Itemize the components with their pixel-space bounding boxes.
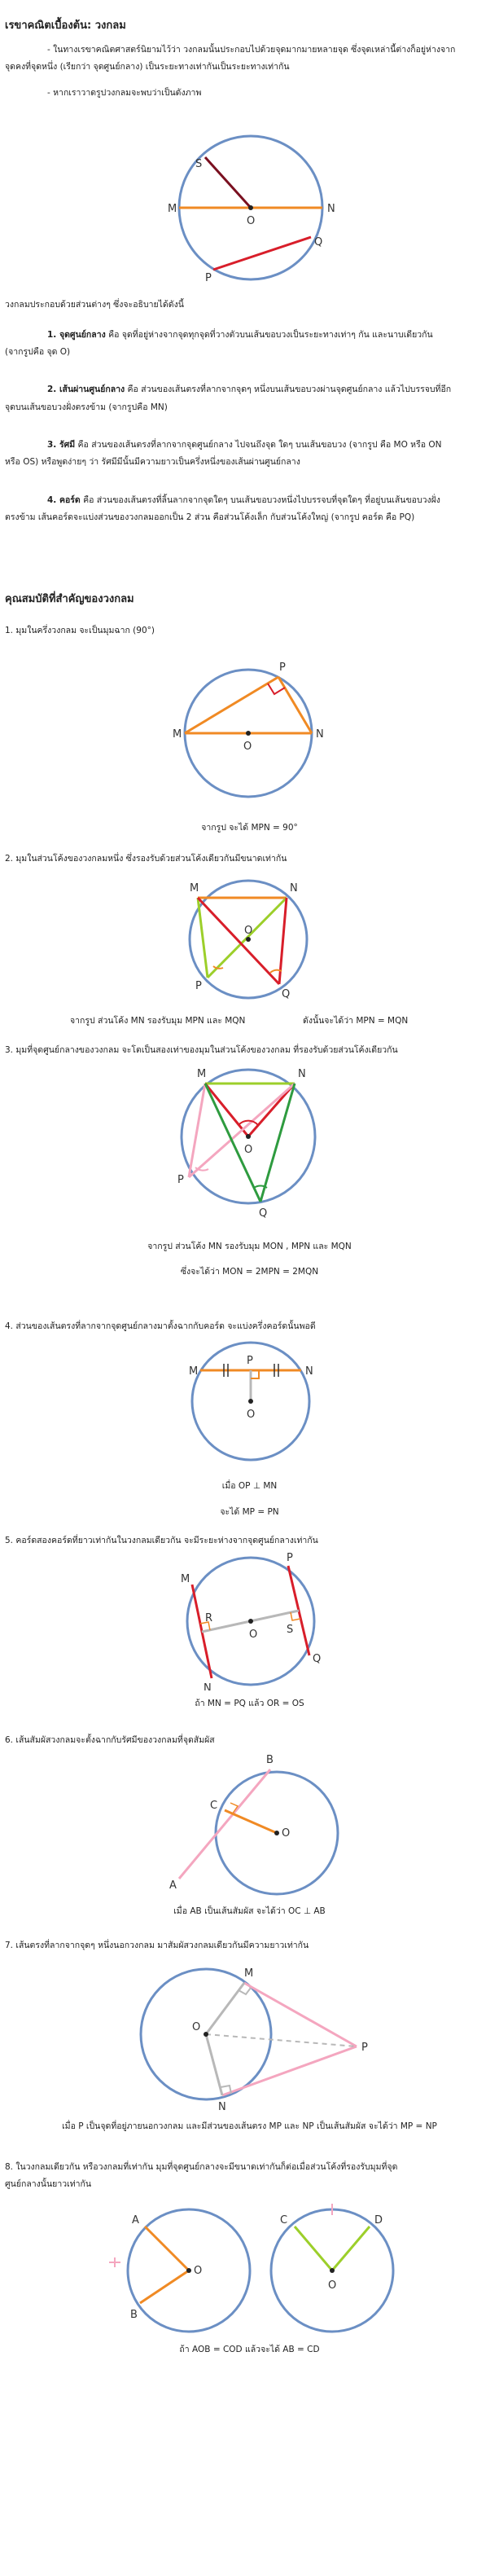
figure-property-8: [0, 2204, 499, 2338]
point-label-o: O: [244, 925, 253, 937]
definition-label: 1. จุดศูนย์กลาง: [47, 330, 106, 340]
point-label-b: B: [266, 1754, 274, 1766]
point-label-p: P: [361, 2042, 368, 2054]
property-5-title: 5. คอร์ดสองคอร์ดที่ยาวเท่ากันในวงกลมเดียวกัน จะมีระยะห่างจากจุดศูนย์กลางเท่ากัน: [5, 1536, 318, 1545]
point-label-c: C: [280, 2214, 288, 2227]
point-label-b: B: [130, 2309, 138, 2321]
property-3-title: 3. มุมที่จุดศูนย์กลางของวงกลม จะโตเป็นสองเท่าของมุมในส่วนโค้งของวงกลม ที่รองรับด้วยส่วนโค้งเดียวกัน: [5, 1045, 398, 1055]
point-label-q: Q: [313, 1653, 322, 1665]
property-1-caption: จากรูป จะได้ MPN = 90°: [201, 823, 298, 833]
point-label-m: M: [190, 882, 199, 895]
property-3-caption-a: จากรูป ส่วนโค้ง MN รองรับมุม MON , MPN และ MQN: [147, 1242, 352, 1251]
property-8-caption: ถ้า AOB = COD แล้วจะได้ AB = CD: [179, 2345, 320, 2354]
point-label-o: O: [247, 1409, 256, 1421]
point-label-o: O: [282, 1827, 291, 1840]
property-6-caption: เมื่อ AB เป็นเส้นสัมผัส จะได้ว่า OC ⊥ AB: [173, 1906, 326, 1916]
definition-2-cont: จุดบนเส้นขอบวงฝั่งตรงข้าม (จากรูปคือ MN): [5, 402, 168, 412]
definition-3-cont: หรือ OS) หรือพูดง่ายๆ ว่า รัศมีมีนั้นมีความยาวเป็นครึ่งหนึ่งของเส้นผ่านศูนย์กลาง: [5, 457, 300, 467]
point-label-n: N: [316, 728, 324, 741]
property-1-title: 1. มุมในครึ่งวงกลม จะเป็นมุมฉาก (90°): [5, 626, 155, 635]
property-8-title: 8. ในวงกลมเดียวกัน หรือวงกลมที่เท่ากัน มุมที่จุดศูนย์กลางจะมีขนาดเท่ากันก็ต่อเมื่อส่วนโค้งที่รองรับมุมที่จุด: [5, 2162, 398, 2172]
point-label-s: S: [287, 1624, 294, 1636]
figure-property-7: [0, 1957, 499, 2112]
section-title: คุณสมบัติที่สำคัญของวงกลม: [5, 593, 134, 605]
point-label-r: R: [205, 1612, 213, 1624]
point-label-q: Q: [314, 236, 323, 248]
definition-2: [47, 385, 451, 395]
definition-text: คือ ส่วนของเส้นตรงที่ลิ้นลากจากจุดใดๆ บนเส้นขอบวงหนึ่งไปบรรจบที่จุดใดๆ ที่อยู่บนเส้นขอบวงฝั่ง: [80, 495, 440, 505]
property-4-title: 4. ส่วนของเส้นตรงที่ลากจากจุดศูนย์กลางมาตั้งฉากกับคอร์ด จะแบ่งครึ่งคอร์ดนั้นพอดี: [5, 1321, 316, 1331]
point-label-o: O: [247, 215, 256, 227]
point-label-q: Q: [282, 988, 291, 1000]
intro-figure-lead: - หากเราวาดรูปวงกลมจะพบว่าเป็นดังภาพ: [47, 88, 202, 98]
point-label-m: M: [197, 1068, 207, 1080]
definition-3: [47, 440, 442, 451]
point-label-m: M: [181, 1573, 190, 1585]
intro-paragraph-cont: จุดคงที่จุดหนึ่ง (เรียกว่า จุดศูนย์กลาง) เป็นระยะทางเท่ากันเป็นระยะทางเท่ากัน: [5, 62, 290, 72]
property-4-caption-a: เมื่อ OP ⊥ MN: [221, 1481, 278, 1491]
point-label-n: N: [298, 1068, 306, 1080]
property-4-caption-b: จะได้ MP = PN: [220, 1507, 279, 1517]
point-label-p: P: [287, 1552, 293, 1564]
point-label-n: N: [204, 1682, 212, 1690]
parts-intro: วงกลมประกอบด้วยส่วนต่างๆ ซึ่งจะอธิบายได้ดังนี้: [5, 300, 184, 310]
figure-circle-parts: [0, 102, 499, 301]
definition-1-cont: (จากรูปคือ จุด O): [5, 347, 71, 357]
point-label-o: O: [244, 1144, 253, 1156]
figure-property-2: [0, 870, 499, 1009]
radius-os: [205, 157, 251, 208]
point-label-o: O: [192, 2021, 201, 2033]
chord-pq: [213, 237, 311, 270]
point-label-m: M: [189, 1365, 199, 1378]
point-label-p: P: [195, 980, 202, 992]
property-3-caption-b: ซึ่งจะได้ว่า MON = 2MPN = 2MQN: [180, 1267, 319, 1277]
definition-text: คือ ส่วนของเส้นตรงที่ลากจากจุดๆ หนึ่งบนเส้นขอบวงผ่านจุดศูนย์กลาง แล้วไปบรรจบที่อีก: [125, 385, 452, 394]
point-label-n: N: [305, 1365, 313, 1378]
property-6-title: 6. เส้นสัมผัสวงกลมจะตั้งฉากกับรัศมีของวงกลมที่จุดสัมผัส: [5, 1735, 215, 1745]
figure-property-6: [0, 1752, 499, 1898]
point-label-o: O: [328, 2279, 337, 2292]
point-label-o: O: [243, 741, 252, 753]
property-2-title: 2. มุมในส่วนโค้งของวงกลมหนึ่ง ซึ่งรองรับด้วยส่วนโค้งเดียวกันมีขนาดเท่ากัน: [5, 854, 287, 864]
intro-paragraph: - ในทางเรขาคณิตศาสตร์นิยามไว้ว่า วงกลมนั้นประกอบไปด้วยจุดมากมายหลายจุด ซึ่งจุดเหล่านี้ต่างก็อยู่ห่างจาก: [47, 45, 456, 55]
definition-label: 3. รัศมี: [47, 440, 76, 450]
point-label-m: M: [168, 203, 177, 215]
point-label-m: M: [244, 1967, 254, 1980]
definition-text: คือ จุดที่อยู่ห่างจากจุดทุกจุดที่วางตัวบนเส้นขอบวงเป็นระยะทางเท่าๆ กัน และนาบเดียวกัน: [105, 330, 433, 340]
definition-label: 4. คอร์ด: [47, 495, 81, 505]
point-label-m: M: [173, 728, 182, 741]
property-7-caption: เมื่อ P เป็นจุดที่อยู่ภายนอกวงกลม และมีส่วนของเส้นตรง MP และ NP เป็นเส้นสัมผัส จะได้ว่า MP = NP: [62, 2121, 437, 2131]
point-label-p: P: [247, 1355, 253, 1367]
point-label-s: S: [195, 158, 203, 170]
definition-1: [47, 330, 433, 341]
definition-4: [47, 495, 440, 506]
point-label-n: N: [218, 2101, 226, 2112]
property-8-title-cont: ศูนย์กลางนั้นยาวเท่ากัน: [5, 2179, 92, 2189]
figure-property-5: [0, 1548, 499, 1690]
page-title: เรขาคณิตเบื้องต้น: วงกลม: [5, 20, 126, 32]
point-label-n: N: [327, 203, 335, 215]
point-label-p: P: [205, 272, 212, 284]
point-label-o: O: [249, 1629, 258, 1641]
property-7-title: 7. เส้นตรงที่ลากจากจุดๆ หนึ่งนอกวงกลม มาสัมผัสวงกลมเดียวกันมีความยาวเท่ากัน: [5, 1941, 309, 1950]
figure-property-3: [0, 1059, 499, 1234]
figure-property-1: [0, 640, 499, 815]
point-label-a: A: [132, 2214, 139, 2227]
point-label-a: A: [169, 1879, 177, 1892]
point-label-n: N: [290, 882, 298, 895]
point-label-d: D: [374, 2214, 383, 2227]
figure-property-4: [0, 1336, 499, 1475]
point-label-q: Q: [259, 1207, 268, 1220]
point-label-o: O: [194, 2265, 203, 2277]
property-5-caption: ถ้า MN = PQ แล้ว OR = OS: [195, 1699, 304, 1708]
point-label-p: P: [177, 1174, 184, 1186]
point-label-c: C: [210, 1800, 218, 1812]
property-2-caption-b: ดังนั้นจะได้ว่า MPN = MQN: [303, 1016, 409, 1026]
center-point: [248, 205, 253, 210]
definition-4-cont: ตรงข้าม เส้นคอร์ดจะแบ่งส่วนของวงกลมออกเป็น 2 ส่วน คือส่วนโค้งเล็ก กับส่วนโค้งใหญ่ (จากรูป คอร์ด คือ PQ): [5, 512, 415, 522]
property-2-caption-a: จากรูป ส่วนโค้ง MN รองรับมุม MPN และ MQN: [70, 1016, 246, 1026]
definition-text: คือ ส่วนของเส้นตรงที่ลากจากจุดศูนย์กลาง ไปจนถึงจุด ใดๆ บนเส้นขอบวง (จากรูป คือ MO หรือ ON: [75, 440, 442, 450]
point-label-p: P: [279, 662, 286, 674]
definition-label: 2. เส้นผ่านศูนย์กลาง: [47, 385, 125, 394]
